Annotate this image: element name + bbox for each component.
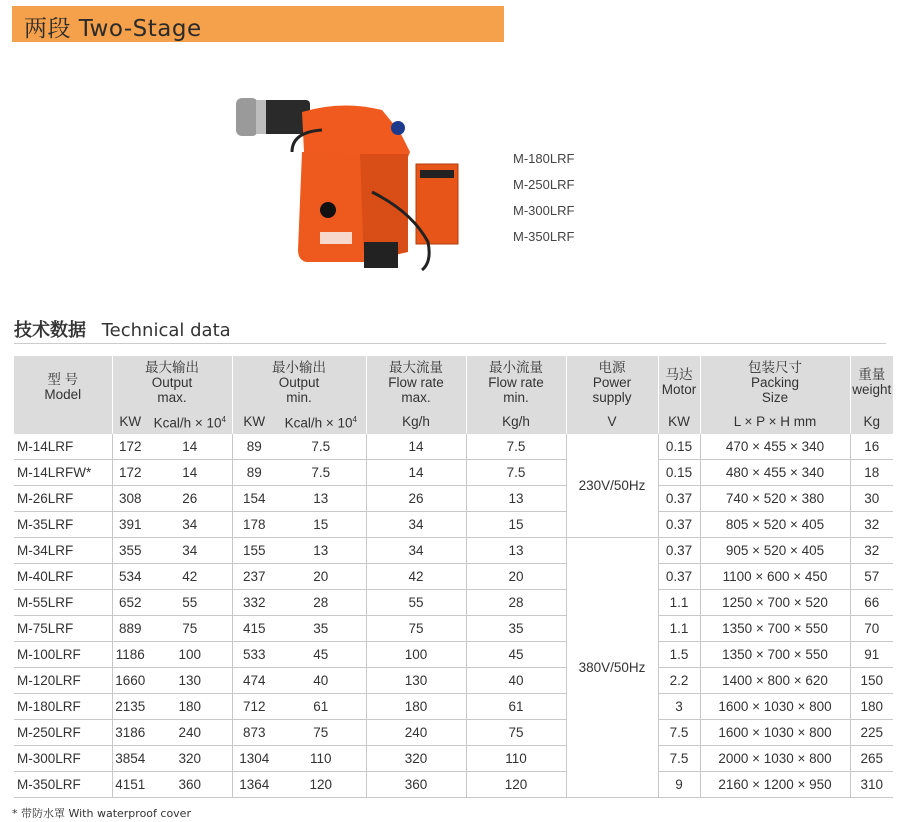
unit-kcal: Kcal/h × $10^4$: [148, 408, 232, 434]
unit-packing: L × P × H mm: [700, 408, 850, 434]
cell-motor: 2.2: [658, 668, 700, 694]
table-row: [14, 772, 893, 798]
banner-title: 两段 Two-Stage: [24, 16, 202, 42]
cell-motor: 1.5: [658, 642, 700, 668]
cell-kw-min: 178: [232, 512, 276, 538]
cell-kcal-max: 75: [148, 616, 232, 642]
cell-kcal-min: 35: [276, 616, 366, 642]
header-flow-max: 最大流量 Flow rate max.: [366, 356, 466, 408]
cell-packing-size: 905 × 520 × 405: [700, 538, 850, 564]
cell-flow-max: 34: [366, 538, 466, 564]
cell-weight: 225: [850, 720, 893, 746]
header-output-max: 最大输出 Output max.: [112, 356, 232, 408]
cell-kw-max: 652: [112, 590, 148, 616]
header-power: 电源 Power supply: [566, 356, 658, 408]
cell-motor: 0.37: [658, 564, 700, 590]
cell-model: M-14LRF: [14, 434, 112, 460]
unit-flow-max: Kg/h: [366, 408, 466, 434]
header-packing: 包装尺寸 Packing Size: [700, 356, 850, 408]
cell-kw-min: 154: [232, 486, 276, 512]
cell-model: M-55LRF: [14, 590, 112, 616]
cell-flow-min: 120: [466, 772, 566, 798]
cell-packing-size: 2160 × 1200 × 950: [700, 772, 850, 798]
cell-weight: 150: [850, 668, 893, 694]
cell-model: M-180LRF: [14, 694, 112, 720]
table-row: [14, 590, 893, 616]
technical-data-table: [14, 356, 893, 798]
cell-weight: 57: [850, 564, 893, 590]
table-row: [14, 694, 893, 720]
cell-flow-min: 13: [466, 538, 566, 564]
cell-weight: 180: [850, 694, 893, 720]
cell-packing-size: 1600 × 1030 × 800: [700, 720, 850, 746]
model-label: M-350LRF: [513, 229, 575, 244]
unit-kw: KW: [112, 408, 148, 434]
cell-packing-size: 1350 × 700 × 550: [700, 616, 850, 642]
cell-kw-max: 3186: [112, 720, 148, 746]
cell-weight: 310: [850, 772, 893, 798]
table-row: [14, 460, 893, 486]
cell-flow-min: 7.5: [466, 460, 566, 486]
cell-flow-max: 75: [366, 616, 466, 642]
cell-power-supply: 230V/50Hz: [566, 434, 658, 538]
cell-weight: 32: [850, 512, 893, 538]
table-row: [14, 434, 893, 460]
cell-weight: 265: [850, 746, 893, 772]
cell-kcal-max: 26: [148, 486, 232, 512]
cell-kw-max: 3854: [112, 746, 148, 772]
section-title-en: Technical data: [101, 320, 231, 341]
cell-model: M-14LRFW*: [14, 460, 112, 486]
title-banner: [12, 6, 504, 42]
cell-kcal-max: 14: [148, 434, 232, 460]
table-row: [14, 538, 893, 564]
cell-packing-size: 2000 × 1030 × 800: [700, 746, 850, 772]
table-row: [14, 720, 893, 746]
header-output-min: 最小输出 Output min.: [232, 356, 366, 408]
unit-weight: Kg: [850, 408, 893, 434]
cell-flow-min: 35: [466, 616, 566, 642]
cell-kcal-max: 100: [148, 642, 232, 668]
cell-flow-max: 26: [366, 486, 466, 512]
table-row: [14, 642, 893, 668]
cell-kcal-min: 13: [276, 538, 366, 564]
cell-flow-max: 180: [366, 694, 466, 720]
cell-kcal-min: 61: [276, 694, 366, 720]
cell-kcal-min: 75: [276, 720, 366, 746]
cell-model: M-35LRF: [14, 512, 112, 538]
cell-flow-max: 130: [366, 668, 466, 694]
cell-kcal-min: 13: [276, 486, 366, 512]
cell-flow-max: 42: [366, 564, 466, 590]
cell-model: M-350LRF: [14, 772, 112, 798]
cell-packing-size: 805 × 520 × 405: [700, 512, 850, 538]
cell-kw-max: 308: [112, 486, 148, 512]
cell-kcal-max: 180: [148, 694, 232, 720]
cell-model: M-26LRF: [14, 486, 112, 512]
cell-kcal-max: 14: [148, 460, 232, 486]
cell-flow-max: 100: [366, 642, 466, 668]
cell-motor: 0.15: [658, 434, 700, 460]
header-motor: 马达 Motor: [658, 356, 700, 408]
cell-kcal-max: 34: [148, 512, 232, 538]
cell-flow-min: 75: [466, 720, 566, 746]
cell-kcal-max: 42: [148, 564, 232, 590]
cell-kw-max: 355: [112, 538, 148, 564]
table-row: [14, 564, 893, 590]
cell-kw-max: 172: [112, 460, 148, 486]
cell-power-supply: 380V/50Hz: [566, 538, 658, 798]
cell-flow-min: 61: [466, 694, 566, 720]
header-flow-min: 最小流量 Flow rate min.: [466, 356, 566, 408]
cell-kcal-min: 15: [276, 512, 366, 538]
burner-product-image: [232, 92, 472, 282]
cell-kcal-max: 130: [148, 668, 232, 694]
cell-kw-min: 89: [232, 460, 276, 486]
cell-kcal-min: 7.5: [276, 434, 366, 460]
cell-kcal-min: 20: [276, 564, 366, 590]
cell-flow-max: 34: [366, 512, 466, 538]
cell-motor: 1.1: [658, 616, 700, 642]
cell-kcal-min: 7.5: [276, 460, 366, 486]
cell-kcal-min: 110: [276, 746, 366, 772]
cell-kcal-min: 28: [276, 590, 366, 616]
footnote: * 带防水罩 With waterproof cover: [12, 807, 191, 820]
cell-model: M-300LRF: [14, 746, 112, 772]
cell-packing-size: 1250 × 700 × 520: [700, 590, 850, 616]
cell-motor: 3: [658, 694, 700, 720]
unit-power: V: [566, 408, 658, 434]
cell-kw-max: 1186: [112, 642, 148, 668]
cell-flow-min: 28: [466, 590, 566, 616]
cell-kw-min: 873: [232, 720, 276, 746]
cell-kw-min: 332: [232, 590, 276, 616]
cell-kw-max: 391: [112, 512, 148, 538]
cell-motor: 7.5: [658, 746, 700, 772]
cell-flow-min: 15: [466, 512, 566, 538]
cell-weight: 30: [850, 486, 893, 512]
section-title-cn: 技术数据: [14, 320, 86, 341]
cell-weight: 70: [850, 616, 893, 642]
cell-flow-min: 20: [466, 564, 566, 590]
cell-flow-min: 13: [466, 486, 566, 512]
cell-kw-min: 1364: [232, 772, 276, 798]
cell-model: M-250LRF: [14, 720, 112, 746]
table-row: [14, 486, 893, 512]
cell-flow-max: 14: [366, 434, 466, 460]
cell-kw-min: 237: [232, 564, 276, 590]
cell-packing-size: 1350 × 700 × 550: [700, 642, 850, 668]
cell-kw-max: 4151: [112, 772, 148, 798]
table-row: [14, 668, 893, 694]
cell-kw-max: 889: [112, 616, 148, 642]
unit-flow-min: Kg/h: [466, 408, 566, 434]
unit-motor: KW: [658, 408, 700, 434]
cell-kcal-max: 55: [148, 590, 232, 616]
cell-packing-size: 1400 × 800 × 620: [700, 668, 850, 694]
table-row: [14, 616, 893, 642]
cell-kw-max: 172: [112, 434, 148, 460]
cell-flow-max: 320: [366, 746, 466, 772]
cell-weight: 16: [850, 434, 893, 460]
cell-flow-max: 14: [366, 460, 466, 486]
unit-kw: KW: [232, 408, 276, 434]
cell-packing-size: 470 × 455 × 340: [700, 434, 850, 460]
cell-model: M-100LRF: [14, 642, 112, 668]
header-model: 型 号 Model: [14, 356, 112, 434]
cell-kcal-max: 240: [148, 720, 232, 746]
cell-kw-min: 89: [232, 434, 276, 460]
unit-kcal: Kcal/h × $10^4$: [276, 408, 366, 434]
cell-motor: 9: [658, 772, 700, 798]
cell-motor: 7.5: [658, 720, 700, 746]
cell-kw-min: 533: [232, 642, 276, 668]
cell-weight: 66: [850, 590, 893, 616]
cell-kw-max: 2135: [112, 694, 148, 720]
table-row: [14, 746, 893, 772]
cell-packing-size: 740 × 520 × 380: [700, 486, 850, 512]
cell-flow-min: 40: [466, 668, 566, 694]
cell-kcal-max: 34: [148, 538, 232, 564]
cell-motor: 0.37: [658, 538, 700, 564]
model-label: M-250LRF: [513, 177, 575, 192]
cell-motor: 1.1: [658, 590, 700, 616]
cell-flow-min: 110: [466, 746, 566, 772]
cell-motor: 0.15: [658, 460, 700, 486]
cell-flow-min: 7.5: [466, 434, 566, 460]
cell-kcal-max: 360: [148, 772, 232, 798]
cell-kw-max: 1660: [112, 668, 148, 694]
section-title: [14, 316, 231, 342]
cell-kcal-min: 120: [276, 772, 366, 798]
cell-kcal-min: 45: [276, 642, 366, 668]
cell-motor: 0.37: [658, 512, 700, 538]
cell-weight: 91: [850, 642, 893, 668]
cell-flow-min: 45: [466, 642, 566, 668]
cell-kcal-min: 40: [276, 668, 366, 694]
cell-weight: 18: [850, 460, 893, 486]
model-label: M-180LRF: [513, 151, 575, 166]
cell-model: M-40LRF: [14, 564, 112, 590]
table-row: [14, 512, 893, 538]
cell-model: M-75LRF: [14, 616, 112, 642]
cell-packing-size: 1100 × 600 × 450: [700, 564, 850, 590]
cell-flow-max: 360: [366, 772, 466, 798]
cell-packing-size: 480 × 455 × 340: [700, 460, 850, 486]
cell-kw-min: 415: [232, 616, 276, 642]
model-label: M-300LRF: [513, 203, 575, 218]
product-model-list: [513, 146, 574, 250]
cell-packing-size: 1600 × 1030 × 800: [700, 694, 850, 720]
cell-model: M-120LRF: [14, 668, 112, 694]
cell-kw-max: 534: [112, 564, 148, 590]
cell-kw-min: 1304: [232, 746, 276, 772]
cell-kw-min: 155: [232, 538, 276, 564]
cell-kcal-max: 320: [148, 746, 232, 772]
cell-motor: 0.37: [658, 486, 700, 512]
header-weight: 重量 weight: [850, 356, 893, 408]
section-divider: [14, 343, 886, 344]
cell-flow-max: 240: [366, 720, 466, 746]
cell-kw-min: 712: [232, 694, 276, 720]
cell-model: M-34LRF: [14, 538, 112, 564]
cell-weight: 32: [850, 538, 893, 564]
cell-flow-max: 55: [366, 590, 466, 616]
cell-kw-min: 474: [232, 668, 276, 694]
